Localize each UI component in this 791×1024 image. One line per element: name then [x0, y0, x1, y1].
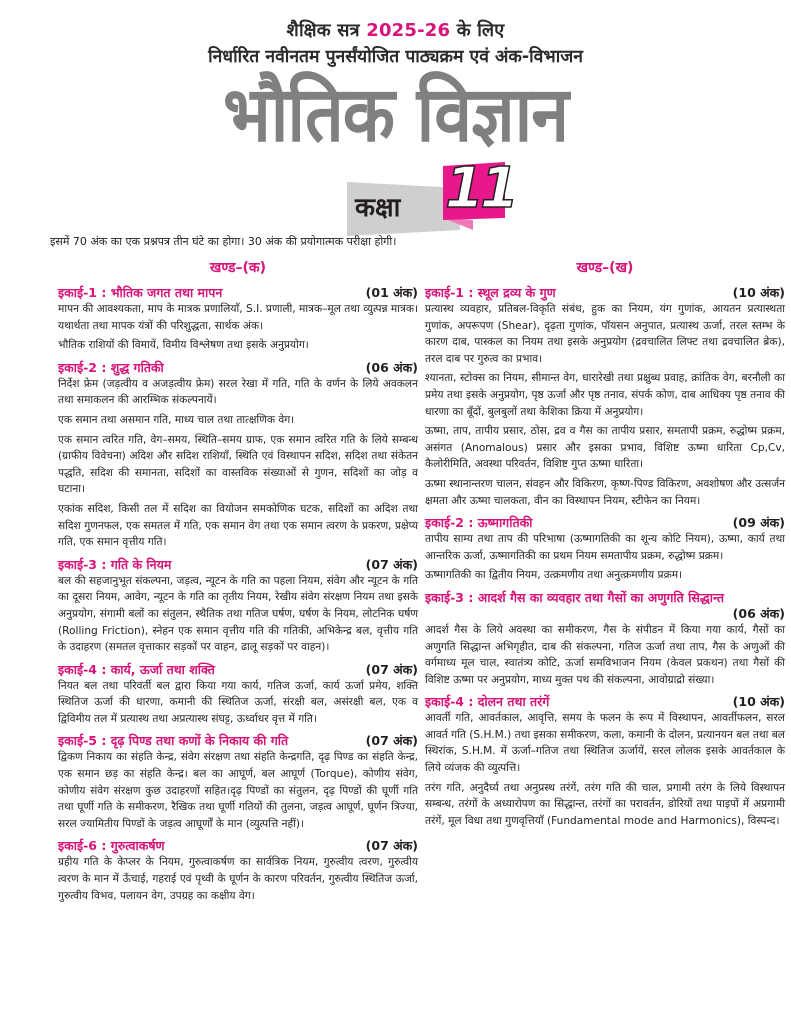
- session-prefix: शैक्षिक सत्र: [286, 20, 360, 41]
- unit-4: [425, 694, 785, 829]
- class-label: कक्षा: [355, 193, 401, 223]
- session-line: [0, 18, 791, 42]
- unit-marks: (07 अंक): [365, 733, 418, 749]
- unit-marks: (07 अंक): [365, 661, 418, 677]
- unit-title: इकाई-4 : दोलन तथा तरंगें: [425, 694, 550, 710]
- unit-2: [425, 515, 785, 584]
- unit-paragraph: निर्देश फ्रेम (जड़त्वीय व अजड़त्वीय फ्रेम) सरल रेखा में गति, गति के वर्णन के लिये अवकलन तथा समाकलन की आरम्भिक संकल्पनायें।: [58, 377, 418, 407]
- unit-paragraph: आवर्ती गति, आवर्तकाल, आवृत्ति, समय के फलन के रूप में विस्थापन, आवर्तीफलन, सरल आवर्त गति (S.H.M.) तथा इसका समीकरण, कला, कमानी के दोलन, प्रत्यानयन बल तथा बल स्थिरांक, S.H.M. में ऊर्जा–गतिज तथा स्थितिज ऊर्जायें, सरल लोलक इसके आवर्तकाल के लिये व्यंजक की व्युत्पत्ति।: [425, 712, 785, 775]
- unit-title: इकाई-4 : कार्य, ऊर्जा तथा शक्ति: [58, 661, 215, 677]
- unit-1: [425, 285, 785, 509]
- intro-text: इसमें 70 अंक का एक प्रश्नपत्र तीन घंटे का होगा। 30 अंक की प्रयोगात्मक परीक्षा होगी।: [50, 235, 397, 248]
- unit-title: इकाई-5 : दृढ़ पिण्ड तथा कणों के निकाय की गति: [58, 733, 289, 749]
- unit-title: इकाई-3 : आदर्श गैस का व्यवहार तथा गैसों का अणुगति सिद्धान्त: [425, 589, 725, 605]
- unit-title: इकाई-3 : गति के नियम: [58, 556, 172, 572]
- unit-paragraph: भौतिक राशियों की विमायें, विमीय विश्लेषण तथा इसके अनुप्रयोग।: [58, 339, 309, 352]
- page-title: भौतिक विज्ञान: [222, 71, 569, 160]
- section-kha: [425, 258, 785, 835]
- unit-paragraph: एकांक सदिश, किसी तल में सदिश का वियोजन समकोणिक घटक, सदिशों का अदिश तथा सदिश गुणनफल, एक समतल में गति, एक समान वेग तथा एक समान त्वरण के प्रकरण, प्रक्षेप्य गति, एक समान वृत्तीय गति।: [58, 502, 418, 549]
- unit-4: [58, 662, 418, 728]
- subtitle: निर्धारित नवीनतम पुनर्संयोजित पाठ्यक्रम एवं अंक-विभाजन: [208, 47, 583, 67]
- class-number: 11: [445, 156, 515, 221]
- unit-marks: (10 अंक): [732, 285, 785, 300]
- section-ka: [58, 258, 418, 910]
- unit-paragraph: तरंग गति, अनुदैर्घ्य तथा अनुप्रस्थ तरंगें, तरंग गति की चाल, प्रगामी तरंग के लिये विस्थापन सम्बन्ध, तरंगों के अध्यारोपण का सिद्धान्त, तरंगों का परावर्तन, डोरियों तथा पाइपों में अप्रगामी तरंगें, मूल विधा तथा गुणवृत्तियाँ (Fundamental mode and Harmonics), विस्पन्द।: [425, 781, 785, 827]
- unit-paragraph: ऊष्मागतिकी का द्वितीय नियम, उत्क्रमणीय तथा अनुत्क्रमणीय प्रक्रम।: [425, 569, 683, 582]
- unit-paragraph: मापन की आवश्यकता, माप के मात्रक प्रणालियाँ, S.I. प्रणाली, मात्रक–मूल तथा व्युत्पन्न मात्रक। यथार्थता तथा मापक यंत्रों की परिशुद्धता, सार्थक अंक।: [58, 303, 418, 332]
- unit-marks: (09 अंक): [732, 515, 785, 531]
- unit-paragraph: एक समान त्वरित गति, वेग–समय, स्थिति–समय ग्राफ, एक समान त्वरित गति के लिये सम्बन्ध (ग्राफीय विवेचना) अदिश और सदिश राशियाँ, स्थिति एवं विस्थापन सदिश, सदिश तथा संकेतन पद्धति, सदिश की समानता, सदिशों का वास्तविक संख्याओं से गुणन, सदिशों का जोड़ व घटाना।: [58, 433, 418, 496]
- unit-paragraph: आदर्श गैस के लिये अवस्था का समीकरण, गैस के संपीडन में किया गया कार्य, गैसों का अणुगति सिद्धान्त अभिगृहीत, दाब की संकल्पना, गतिज ऊर्जा तथा ताप, गैस के अणुओं की वर्गमाध्य मूल चाल, स्वातंत्र्य कोटि, ऊर्जा समविभाजन नियम (केवल प्रकथन) तथा गैसों की विशिष्ट ऊष्मा पर अनुप्रयोग, माध्य मुक्त पथ की संकल्पना, आवोग्राद्रो संख्या।: [425, 623, 785, 686]
- unit-5: [58, 733, 418, 832]
- section-heading: खण्ड–(क): [209, 260, 267, 276]
- session-suffix: के लिए: [456, 20, 505, 41]
- unit-paragraph: ऊष्मा, ताप, तापीय प्रसार, ठोस, द्रव व गैस का तापीय प्रसार, समतापी प्रक्रम, रुद्धोष्म प्रक्रम, असंगत (Anomalous) प्रसार और इसका प्रभाव, विशिष्ट ऊष्मा धारिता Cp,Cv, कैलोरीमिति, अवस्था परिवर्तन, विशिष्ट गुप्त ऊष्मा धारिता।: [425, 425, 785, 471]
- unit-title: इकाई-6 : गुरुत्वाकर्षण: [58, 838, 165, 854]
- unit-paragraph: ऊष्मा स्थानान्तरण चालन, संवहन और विकिरण, कृष्ण-पिण्ड विकिरण, अवशोषण और उत्सर्जन क्षमता और ऊष्मा चालकता, वीन का विस्थापन नियम, स्टीफेन का नियम।: [425, 477, 785, 507]
- unit-marks: (06 अंक): [732, 605, 785, 621]
- unit-paragraph: श्यानता, स्टोक्स का नियम, सीमान्त वेग, धारारेखी तथा प्रक्षुब्ध प्रवाह, क्रांतिक वेग, बरनौली का प्रमेय तथा इसके अनुप्रयोग, पृष्ठ ऊर्जा और पृष्ठ तनाव, संपर्क कोण, दाब आधिक्य पृष्ठ तनाव की धारणा का बूँदों, बुलबुलों तथा केशिका क्रिया में अनुप्रयोग।: [425, 372, 785, 418]
- unit-paragraph: द्विकण निकाय का संहति केन्द्र, संवेग संरक्षण तथा संहति केन्द्रगति, दृढ़ पिण्ड का संहति केन्द्र, एक समान छड़ का संहति केन्द्र। बल का आघूर्ण, बल आघूर्ण (Torque), कोणीय संवेग, कोणीय संवेग संरक्षण कुछ उदाहरणों सहित।दृढ़ पिण्डों का संतुलन, दृढ़ पिण्डों की घूर्णी गति तथा घूर्णी गति के समीकरण, रैखिक तथा घूर्णी गतियों की तुलना, जड़त्व आघूर्ण, घूर्णन त्रिज्या, सरल ज्यामितीय पिण्डों के जड़त्व आघूर्णों के मान (व्युत्पत्ति नहीं)।: [58, 751, 418, 830]
- unit-paragraph: प्रत्यास्थ व्यवहार, प्रतिबल-विकृति संबंध, हुक का नियम, यंग गुणांक, आयतन प्रत्यास्थता गुणांक, अपरूपण (Shear), दृढ़ता गुणांक, पॉयसन अनुपात, प्रत्यास्थ ऊर्जा, तरल स्तम्भ के कारण दाब, पास्कल का नियम तथा इसके अनुप्रयोग (द्रवचालित लिफ्ट तथा द्रवचालित ब्रेक), तरल दाब पर गुरुत्व का प्रभाव।: [425, 303, 785, 365]
- unit-6: [58, 838, 418, 904]
- section-heading: खण्ड–(ख): [576, 260, 634, 276]
- unit-marks: (06 अंक): [365, 359, 418, 375]
- session-year: 2025-26: [366, 20, 451, 41]
- unit-3: [58, 557, 418, 656]
- unit-title: इकाई-1 : स्थूल द्रव्य के गुण: [425, 285, 556, 300]
- unit-marks: (07 अंक): [365, 838, 418, 854]
- unit-paragraph: तापीय साम्य तथा ताप की परिभाषा (ऊष्मागतिकी का शून्य कोटि नियम), ऊष्मा, कार्य तथा आन्तरिक ऊर्जा, ऊष्मागतिकी का प्रथम नियम समतापीय प्रक्रम, रुद्धोष्म प्रक्रम।: [425, 533, 785, 562]
- unit-1: [58, 285, 418, 354]
- unit-marks: (07 अंक): [365, 556, 418, 572]
- unit-title: इकाई-2 : शुद्ध गतिकी: [58, 359, 164, 375]
- unit-paragraph: ग्रहीय गति के केप्लर के नियम, गुरुत्वाकर्षण का सार्वत्रिक नियम, गुरुत्वीय त्वरण, गुरुत्वीय त्वरण के मान में ऊँचाई, गहराई एवं पृथ्वी के घूर्णन के कारण परिवर्तन, गुरुत्वीय स्थितिज ऊर्जा, गुरुत्वीय विभव, पलायन वेग, उपग्रह का कक्षीय वेग।: [58, 856, 418, 902]
- unit-title: इकाई-1 : भौतिक जगत तथा मापन: [58, 285, 223, 300]
- class-badge: [335, 156, 515, 232]
- unit-marks: (01 अंक): [365, 285, 418, 300]
- unit-paragraph: बल की सहजानुभूत संकल्पना, जड़त्व, न्यूटन के गति का पहला नियम, संवेग और न्यूटन के गति का दूसरा नियम, आवेग, न्यूटन के गति का तृतीय नियम, रेखीय संवेग संरक्षण नियम तथा इसके अनुप्रयोग, संगामी बलों का संतुलन, स्थैतिक तथा गतिज घर्षण, घर्षण के नियम, लोटनिक घर्षण (Rolling Friction), स्नेहन एक समान वृत्तीय गति की गतिकी, अभिकेन्द्र बल, वृत्तीय गति के उदाहरण (समतल वृत्ताकार सड़कों पर वाहन, ढालू सड़कों पर वाहन)।: [58, 574, 418, 654]
- unit-paragraph: नियत बल तथा परिवर्ती बल द्वारा किया गया कार्य, गतिज ऊर्जा, कार्य ऊर्जा प्रमेय, शक्ति स्थितिज ऊर्जा की धारणा, कमानी की स्थितिज ऊर्जा, संरक्षी बल, असंरक्षी बल, एक व द्विविमीय तल में प्रत्यास्थ तथा अप्रत्यास्थ संघट्ट, ऊर्ध्वाधर वृत्त में गति।: [58, 679, 418, 725]
- unit-2: [58, 360, 418, 551]
- unit-3: [425, 590, 785, 688]
- unit-title: इकाई-2 : ऊष्मागतिकी: [425, 515, 533, 531]
- unit-marks: (10 अंक): [732, 694, 785, 710]
- unit-paragraph: एक समान तथा असमान गति, माध्य चाल तथा तात्क्षणिक वेग।: [58, 413, 295, 426]
